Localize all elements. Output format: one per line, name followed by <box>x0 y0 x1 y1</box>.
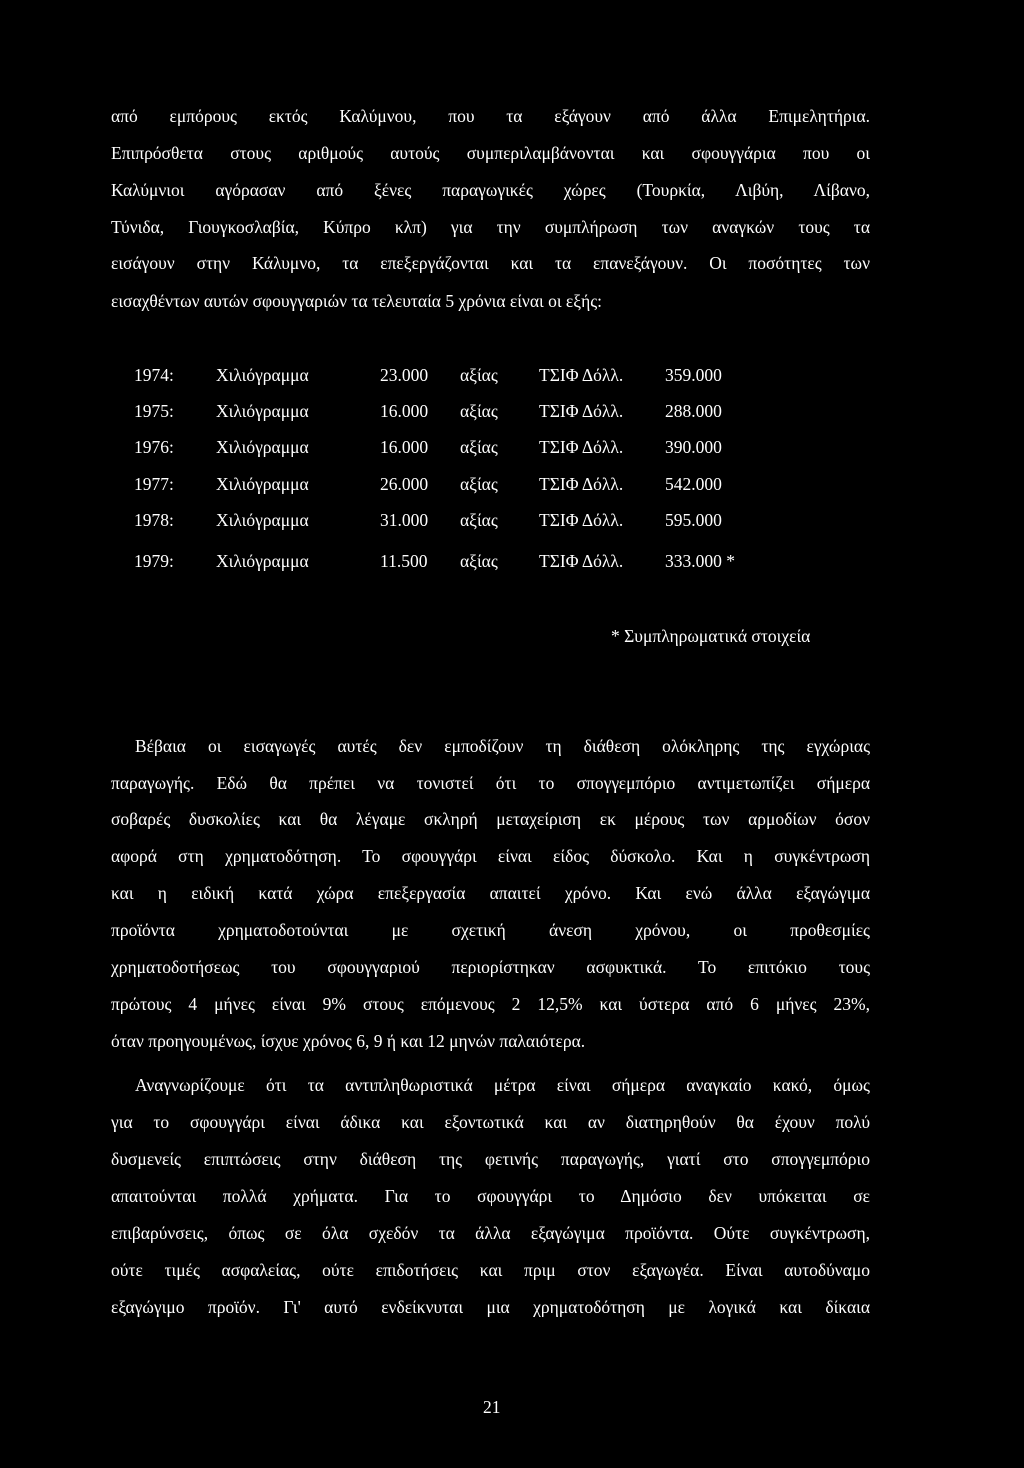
currency-cell: ΤΣΙΦ Δόλλ. <box>539 401 624 421</box>
text-line: εισάγουν στην Κάλυμνο, τα επεξεργάζονται και τα επανεξάγουν. Οι ποσότητες των <box>111 253 870 273</box>
currency-cell: ΤΣΙΦ Δόλλ. <box>539 510 624 530</box>
year-cell: 1976: <box>134 437 174 457</box>
amount-cell: 542.000 <box>665 474 722 494</box>
amount-cell: 595.000 <box>665 510 722 530</box>
text-line: επιβαρύνσεις, όπως σε όλα σχεδόν τα άλλα εξαγώγιμα προϊόντα. Ούτε συγκέντρωση, <box>111 1223 870 1243</box>
text-line: δυσμενείς επιπτώσεις στην διάθεση της φετινής παραγωγής, γιατί στο σπογγεμπόριο <box>111 1149 870 1169</box>
value-word-cell: αξίας <box>460 551 498 571</box>
amount-cell: 333.000 * <box>665 551 735 571</box>
text-line: προϊόντα χρηματοδοτούνται με σχετική άνεση χρόνου, οι προθεσμίες <box>111 920 870 940</box>
text-line: σοβαρές δυσκολίες και θα λέγαμε σκληρή μεταχείριση εκ μέρους των αρμοδίων όσον <box>111 809 870 829</box>
text-line: παραγωγής. Εδώ θα πρέπει να τονιστεί ότι το σπογγεμπόριο αντιμετωπίζει σήμερα <box>111 773 870 793</box>
value-word-cell: αξίας <box>460 510 498 530</box>
value-word-cell: αξίας <box>460 365 498 385</box>
unit-cell: Χιλιόγραμμα <box>216 365 309 385</box>
currency-cell: ΤΣΙΦ Δόλλ. <box>539 437 624 457</box>
currency-cell: ΤΣΙΦ Δόλλ. <box>539 474 624 494</box>
amount-cell: 359.000 <box>665 365 722 385</box>
page-number-text: 21 <box>483 1397 501 1417</box>
text-line: ούτε τιμές ασφαλείας, ούτε επιδοτήσεις και πριμ στον εξαγωγέα. Είναι αυτοδύναμο <box>111 1260 870 1280</box>
footnote-text: * Συμπληρωματικά στοιχεία <box>611 626 811 646</box>
value-word-cell: αξίας <box>460 437 498 457</box>
table-row <box>0 508 1024 532</box>
quantity-cell: 16.000 <box>380 401 429 421</box>
unit-cell: Χιλιόγραμμα <box>216 474 309 494</box>
currency-cell: ΤΣΙΦ Δόλλ. <box>539 365 624 385</box>
text-line: χρηματοδοτήσεως του σφουγγαριού περιορίστηκαν ασφυκτικά. Το επιτόκιο τους <box>111 957 870 977</box>
table-row <box>0 472 1024 496</box>
text-line: Τύνιδα, Γιουγκοσλαβία, Κύπρο κλπ) για την συμπλήρωση των αναγκών τους τα <box>111 217 870 237</box>
year-cell: 1974: <box>134 365 174 385</box>
table-row <box>0 399 1024 423</box>
value-word-cell: αξίας <box>460 401 498 421</box>
table-row <box>0 549 1024 573</box>
year-cell: 1978: <box>134 510 174 530</box>
text-line: απαιτούνται πολλά χρήματα. Για το σφουγγάρι το Δημόσιο δεν υπόκειται σε <box>111 1186 870 1206</box>
text-line: εισαχθέντων αυτών σφουγγαριών τα τελευταία 5 χρόνια είναι οι εξής: <box>111 291 603 311</box>
year-cell: 1979: <box>134 551 174 571</box>
amount-cell: 288.000 <box>665 401 722 421</box>
quantity-cell: 23.000 <box>380 365 429 385</box>
table-row <box>0 363 1024 387</box>
table-row <box>0 435 1024 459</box>
value-word-cell: αξίας <box>460 474 498 494</box>
text-line: Επιπρόσθετα στους αριθμούς αυτούς συμπεριλαμβάνονται και σφουγγάρια που οι <box>111 143 870 163</box>
text-line: όταν προηγουμένως, ίσχυε χρόνος 6, 9 ή και 12 μηνών παλαιότερα. <box>111 1031 586 1051</box>
text-line: αφορά στη χρηματοδότηση. Το σφουγγάρι είναι είδος δύσκολο. Και η συγκέντρωση <box>111 846 870 866</box>
text-line: από εμπόρους εκτός Καλύμνου, που τα εξάγουν από άλλα Επιμελητήρια. <box>111 106 870 126</box>
quantity-cell: 26.000 <box>380 474 429 494</box>
unit-cell: Χιλιόγραμμα <box>216 551 309 571</box>
quantity-cell: 31.000 <box>380 510 429 530</box>
text-line: Καλύμνιοι αγόρασαν από ξένες παραγωγικές χώρες (Τουρκία, Λιβύη, Λίβανο, <box>111 180 870 200</box>
unit-cell: Χιλιόγραμμα <box>216 401 309 421</box>
quantity-cell: 16.000 <box>380 437 429 457</box>
quantity-cell: 11.500 <box>380 551 428 571</box>
year-cell: 1975: <box>134 401 174 421</box>
text-line: Αναγνωρίζουμε ότι τα αντιπληθωριστικά μέτρα είναι σήμερα αναγκαίο κακό, όμως <box>135 1075 870 1095</box>
unit-cell: Χιλιόγραμμα <box>216 437 309 457</box>
text-line: εξαγώγιμο προϊόν. Γι' αυτό ενδείκνυται μια χρηματοδότηση με λογικά και δίκαια <box>111 1297 870 1317</box>
currency-cell: ΤΣΙΦ Δόλλ. <box>539 551 624 571</box>
text-line: και η ειδική κατά χώρα επεξεργασία απαιτεί χρόνο. Και ενώ άλλα εξαγώγιμα <box>111 883 870 903</box>
text-line: Βέβαια οι εισαγωγές αυτές δεν εμποδίζουν τη διάθεση ολόκληρης της εγχώριας <box>135 736 870 756</box>
amount-cell: 390.000 <box>665 437 722 457</box>
text-line: για το σφουγγάρι είναι άδικα και εξοντωτικά και αν διατηρηθούν θα έχουν πολύ <box>111 1112 870 1132</box>
unit-cell: Χιλιόγραμμα <box>216 510 309 530</box>
year-cell: 1977: <box>134 474 174 494</box>
text-line: πρώτους 4 μήνες είναι 9% στους επόμενους 2 12,5% και ύστερα από 6 μήνες 23%, <box>111 994 870 1014</box>
